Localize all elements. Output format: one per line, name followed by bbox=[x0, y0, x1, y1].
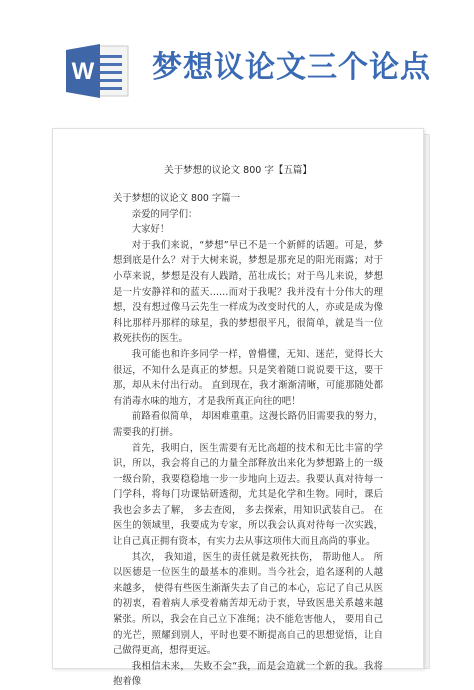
document-title: 关于梦想的议论文 800 字【五篇】 bbox=[164, 165, 312, 176]
document-paragraph: 前路看似简单， 却困难重重。这漫长路仍旧需要我的努力， 需要我的打拼。 bbox=[113, 411, 383, 438]
banner bbox=[0, 0, 474, 118]
document-paragraph: 我相信未来， 失败不会“我，而是会造就一个新的我。我将抱着像 bbox=[113, 660, 383, 688]
word-logo-letter: W bbox=[71, 58, 95, 85]
word-document-icon bbox=[64, 42, 134, 100]
document-paragraph: 我可能也和许多同学一样，曾懵懂，无知、迷茫，觉得长大很远，不知什么是真正的梦想。只是笑着随口说说要干这，要干那，却从未付出行动。 直到现在，我才渐渐清晰，可能那随处都有消毒水味的地方，才是我所真正向往的吧！ bbox=[113, 348, 383, 407]
document-paragraph: 亲爱的同学们： bbox=[131, 208, 198, 220]
document-paragraph: 其次， 我知道，医生的责任就是救死扶伤， 帮助他人。 所以医德是一位医生的最基本的准则。当今社会，追名逐利的人越来越多， 使得有些医生渐渐失去了自己的本心，忘记了自己从医的初衷，看着病人承受着痛苦却无动于衷，导致医患关系越来越紧张。所以，我会在自己立下准绳；决不能危害他人， 要用自己的光芒，照耀到别人，平时也要不断提高自己的思想觉悟，让自己做得更高，想得更远。 bbox=[113, 551, 383, 657]
document-paragraph: 对于我们来说，“梦想”早已不是一个新鲜的话题。可是，梦想到底是什么？对于大树来说，梦想是那充足的阳光雨露；对于小草来说，梦想是没有人践踏，茁壮成长；对于鸟儿来说，梦想是一片安静祥和的蓝天……而对于我呢？我并没有十分伟大的理想，没有想过像马云先生一样成为改变时代的人，亦或是成为像科比那样丹那样的球星，我的梦想很平凡，很简单，就是当一位救死扶伤的医生。 bbox=[113, 239, 383, 345]
document-body bbox=[113, 191, 383, 690]
document-paragraph: 首先，我明白，医生需要有无比高超的技术和无比丰富的学识，所以，我会将自己的力量全部释放出来化为梦想路上的一级一级台阶，我要稳稳地一步一步地向上迈去。我要认真对待每一门学科，将每门功课钻研透彻，尤其是化学和生物。同时，课后我也会多去了解， 多去查阅， 多去探索，用知识武装自己。 在医生的领域里，我要成为专家，所以我会认真对待每一次实践，让自己真正拥有资本，有实力去从事这项伟大而且高尚的事业。 bbox=[113, 442, 383, 548]
document-paragraph: 关于梦想的议论文 800 字篇一 bbox=[113, 193, 240, 204]
banner-title: 梦想议论文三个论点 bbox=[152, 50, 431, 85]
document-page bbox=[52, 128, 424, 688]
document-paragraph: 大家好！ bbox=[131, 224, 170, 236]
document-preview bbox=[52, 128, 430, 688]
